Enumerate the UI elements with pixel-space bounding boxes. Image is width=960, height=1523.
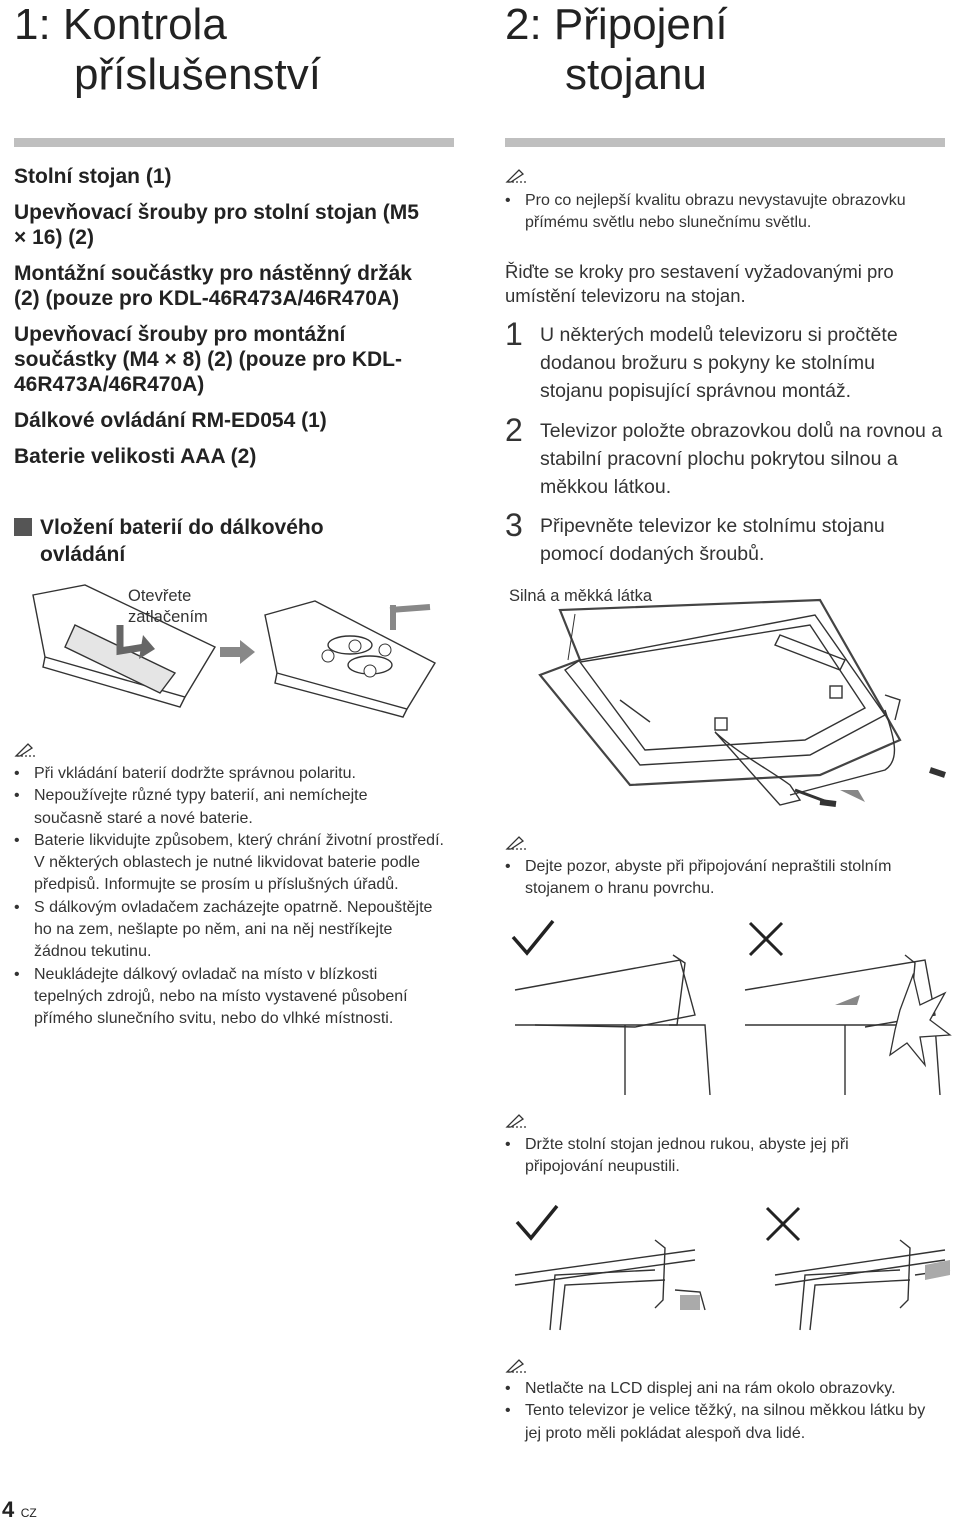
step-2: [505, 412, 955, 501]
lcd-weight-notes: [505, 1378, 945, 1445]
step-number: 3: [505, 507, 523, 543]
screen-light-note: [505, 190, 945, 235]
note-item: • Pro co nejlepší kvalitu obrazu nevystavujte obrazovku přímému světlu nebo slunečnímu světlu.: [505, 190, 945, 235]
note-item: • Tento televizor je velice těžký, na silnou měkkou látku by jej proto měli pokládat alespoň dva lidé.: [505, 1400, 945, 1445]
check-mark-icon: [517, 1206, 557, 1238]
square-bullet-icon: [14, 518, 32, 536]
right-title-line2-wrap: [565, 50, 707, 100]
accessory-item: Upevňovací šrouby pro stolní stojan (M5 × 16) (2): [14, 201, 419, 249]
note-pencil-icon: [505, 1356, 531, 1374]
battery-heading-line2: ovládání: [40, 543, 126, 566]
accessory-item: Montážní součástky pro nástěnný držák (2) (pouze pro KDL-46R473A/46R470A): [14, 262, 412, 310]
note-pencil-icon: [505, 833, 531, 851]
open-push-label-line2: zatlačením: [128, 608, 208, 626]
left-title-line2-wrap: [74, 50, 321, 100]
note-item: • Netlačte na LCD displej ani na rám okolo obrazovky.: [505, 1378, 945, 1400]
step-number: 2: [505, 412, 523, 448]
right-title: [505, 0, 805, 50]
right-title-line1: 2: Připojení: [505, 0, 728, 49]
remote-battery-illustration: [25, 585, 445, 715]
step-number: 1: [505, 316, 523, 352]
battery-notes: [14, 763, 454, 1031]
tv-stand-assembly-illustration: [520, 590, 960, 815]
note-pencil-icon: [14, 740, 40, 758]
open-push-label: [128, 586, 208, 628]
note-item: • Držte stolní stojan jednou rukou, abyste jej při připojování neupustili.: [505, 1134, 905, 1179]
battery-heading-line1: Vložení baterií do dálkového: [40, 516, 324, 539]
step-text: Televizor položte obrazovkou dolů na rovnou a stabilní pracovní plochu pokrytou silnou a měkkou látkou.: [540, 420, 943, 498]
accessory-list: [14, 164, 454, 480]
note-pencil-icon: [505, 166, 531, 184]
hold-stand-note: [505, 1134, 905, 1179]
cloth-label: Silná a měkká látka: [509, 587, 653, 605]
left-title-line2: příslušenství: [74, 50, 321, 99]
step-1: [505, 316, 955, 405]
edge-hit-note: [505, 856, 945, 901]
right-title-rule: [505, 138, 945, 147]
step-text: U některých modelů televizoru si pročtěte dodanou brožuru s pokyny ke stolnímu stojanu popisující správnou montáž.: [540, 324, 898, 402]
note-item: • S dálkovým ovladačem zacházejte opatrně. Nepouštějte ho na zem, nešlapte po něm, ani na něj nestříkejte žádnou tekutinu.: [14, 897, 444, 964]
page-footer: [2, 1497, 37, 1523]
accessory-item: Dálkové ovládání RM-ED054 (1): [14, 409, 327, 432]
language-code: CZ: [20, 1506, 37, 1520]
note-item: • Dejte pozor, abyste při připojování nepraštili stolním stojanem o hranu povrchu.: [505, 856, 945, 901]
accessory-item: Baterie velikosti AAA (2): [14, 445, 257, 468]
table-edge-correct-incorrect-illustration: [505, 915, 955, 1100]
note-pencil-icon: [505, 1111, 531, 1129]
cross-mark-icon: [750, 923, 782, 955]
battery-heading: [14, 514, 444, 568]
left-title: [14, 0, 284, 50]
note-item: • Nepoužívejte různé typy baterií, ani nemíchejte současně staré a nové baterie.: [14, 785, 414, 830]
note-item: • Neukládejte dálkový ovladač na místo v blízkosti tepelných zdrojů, nebo na místo vystavené působení přímého slunečního svitu, nebo do vlhké místnosti.: [14, 964, 449, 1031]
check-mark-icon: [513, 921, 553, 953]
accessory-item: Upevňovací šrouby pro montážní součástky (M4 × 8) (2) (pouze pro KDL-46R473A/46R470A): [14, 323, 402, 396]
hold-stand-correct-incorrect-illustration: [505, 1200, 955, 1335]
accessory-item: Stolní stojan (1): [14, 165, 172, 188]
page-number: 4: [2, 1497, 15, 1522]
left-title-line1: 1: Kontrola: [14, 0, 227, 49]
intro-text: Řiďte se kroky pro sestavení vyžadovanými pro umístění televizoru na stojan.: [505, 261, 894, 306]
note-item: • Při vkládání baterií dodržte správnou polaritu.: [14, 763, 454, 785]
open-push-label-line1: Otevřete: [128, 587, 192, 605]
note-item: • Baterie likvidujte způsobem, který chrání životní prostředí. V některých oblastech je nutné likvidovat baterie podle předpisů. Informujte se prosím u příslušných úřadů.: [14, 830, 444, 897]
impact-burst-icon: [890, 975, 950, 1065]
step-3: [505, 507, 955, 568]
step-text: Připevněte televizor ke stolnímu stojanu pomocí dodaných šroubů.: [540, 515, 885, 565]
right-title-line2: stojanu: [565, 50, 707, 99]
left-title-rule: [14, 138, 454, 147]
cross-mark-icon: [767, 1208, 799, 1240]
